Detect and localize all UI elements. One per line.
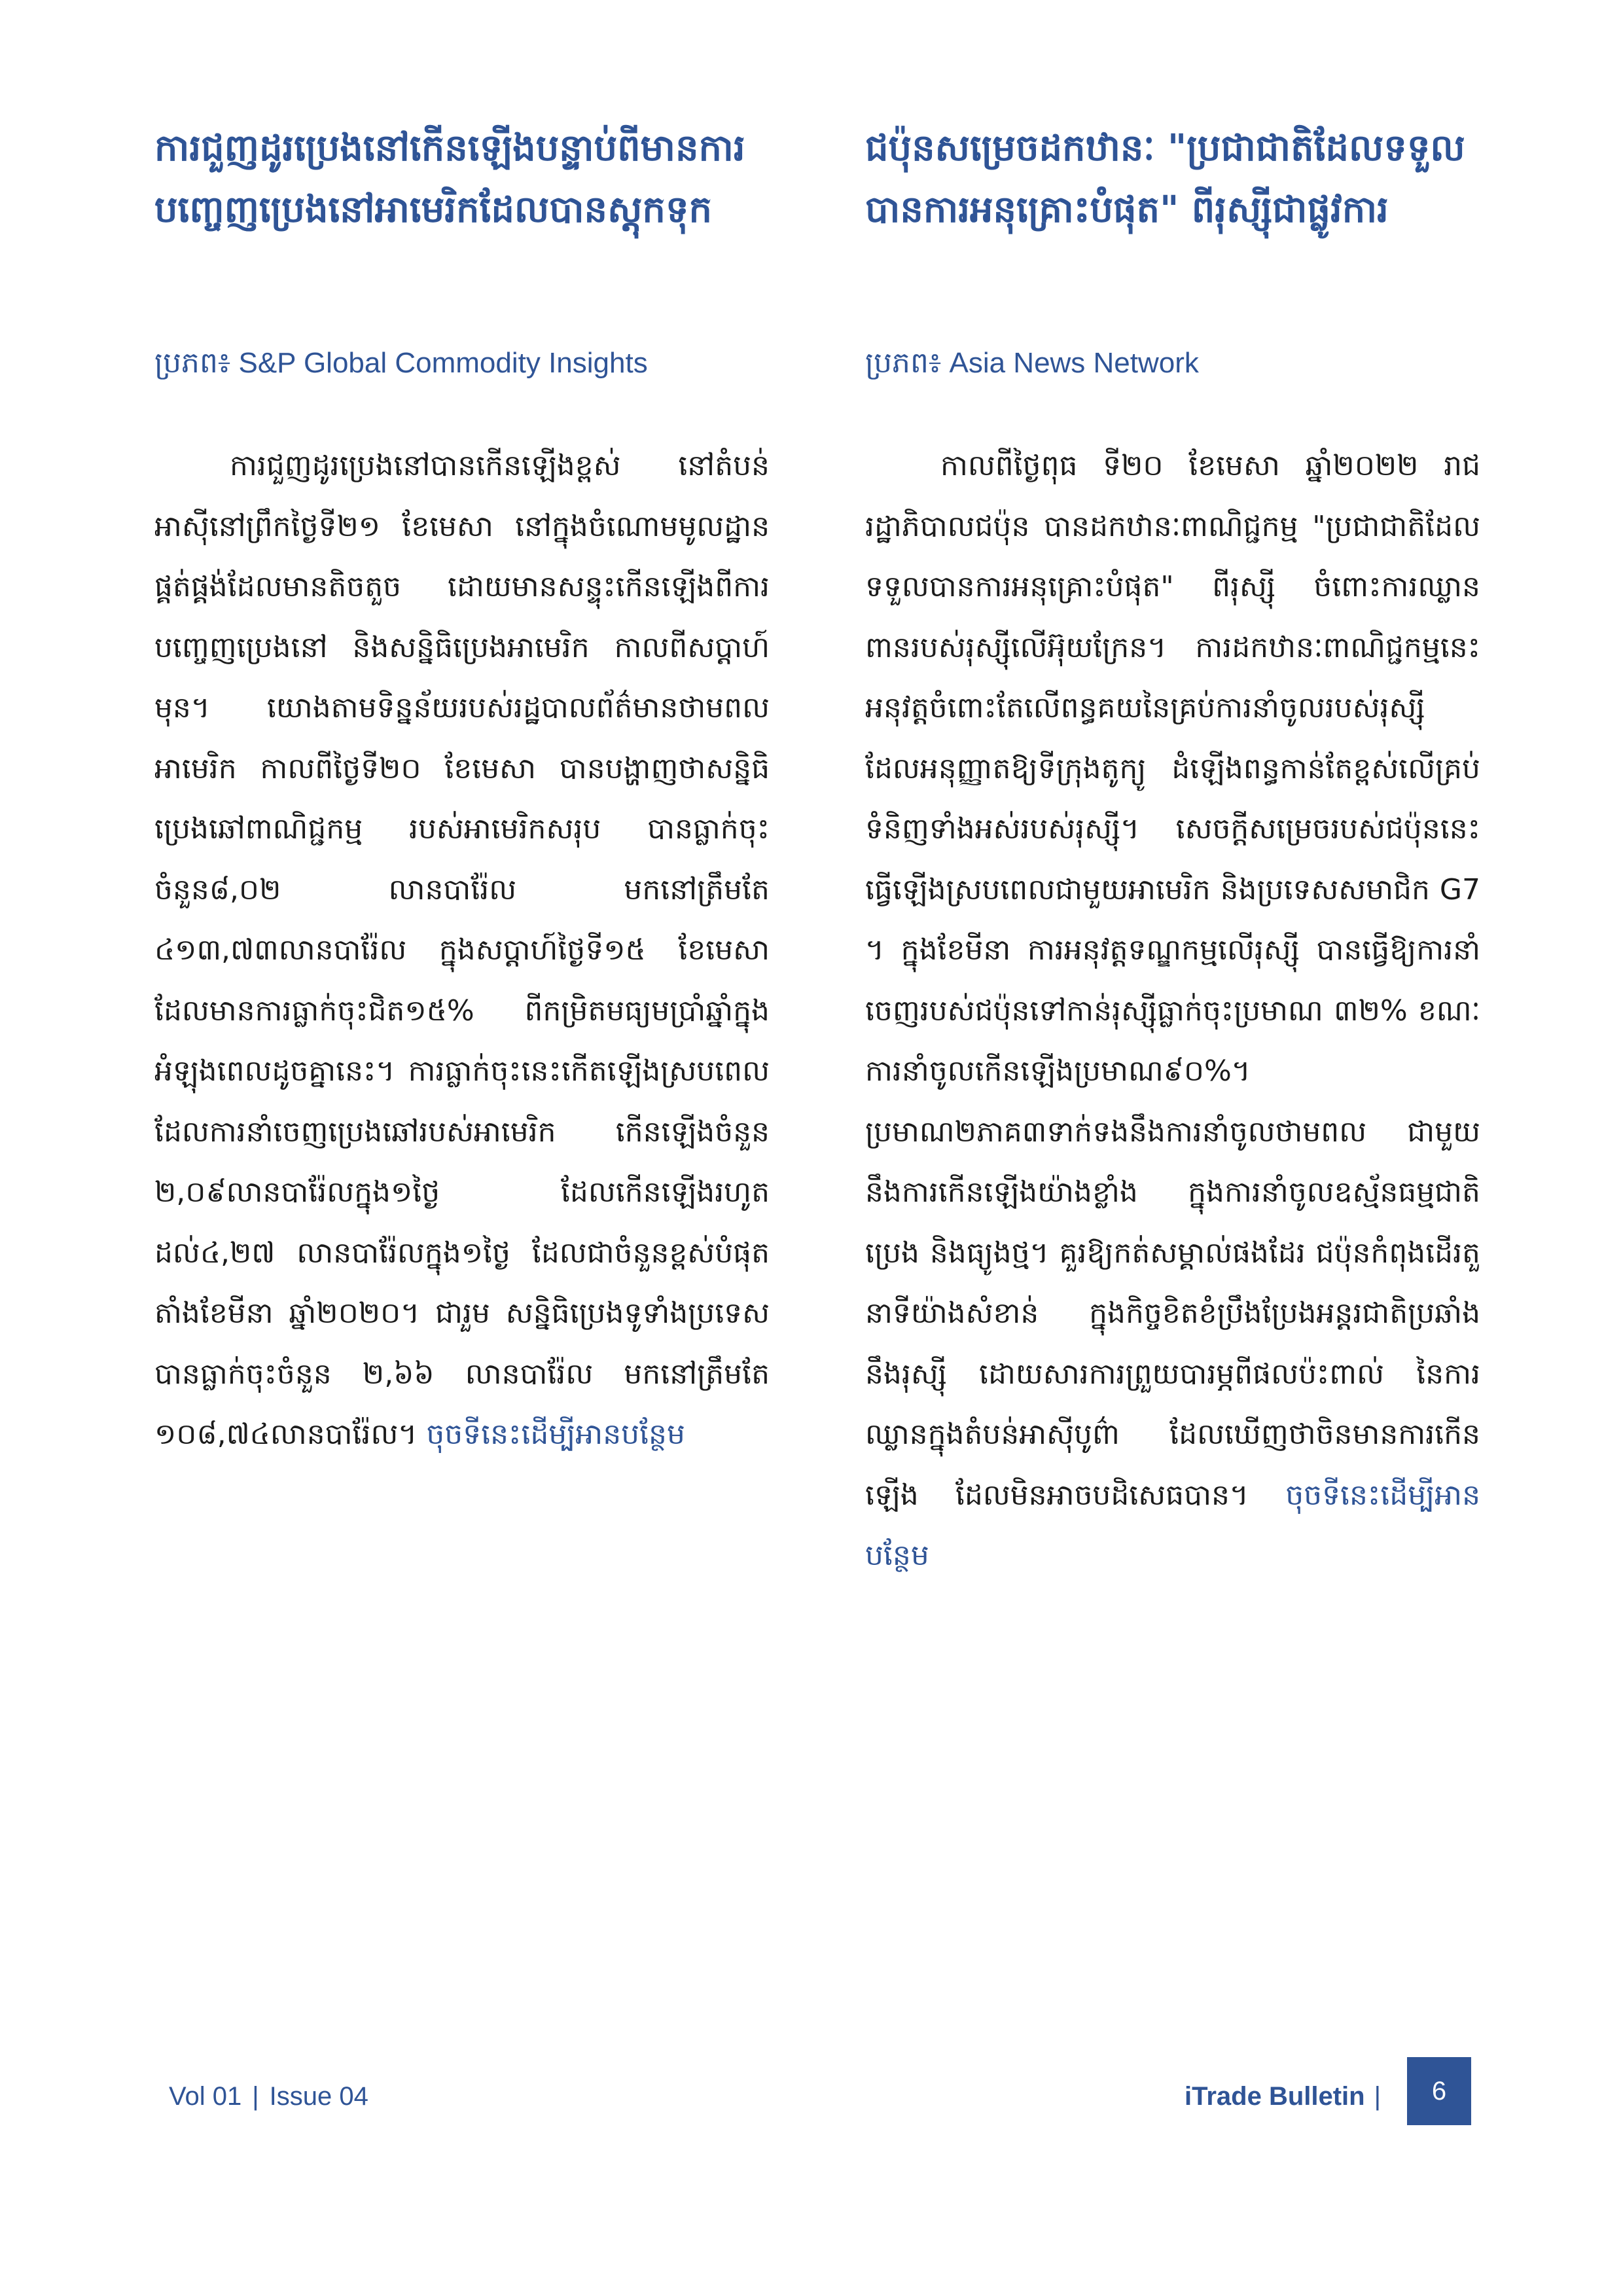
issue-label: Issue 04 <box>269 2082 368 2111</box>
article-headline: ជប៉ុនសម្រេចដកឋានៈ "ប្រជាជាតិដែលទទួលបានការអនុគ្រោះបំផុត" ពីរុស្ស៊ីជាផ្លូវការ <box>865 127 1465 231</box>
volume-label: Vol 01 <box>169 2082 242 2111</box>
footer-separator: | <box>252 2082 259 2111</box>
publication-info <box>1185 2073 1381 2119</box>
article-source <box>865 340 1480 386</box>
read-more-link[interactable]: ចុចទីនេះដើម្បីអានបន្ថែម <box>865 1478 1480 1572</box>
source-name: Asia News Network <box>949 347 1199 379</box>
publication-name: iTrade Bulletin <box>1185 2082 1365 2111</box>
article-body-text: កាលពីថ្ងៃពុធ ទី២០ ខែមេសា ឆ្នាំ២០២២ រាជរដ្ឋាភិបាលជប៉ុន បានដកឋានៈពាណិជ្ជកម្ម "ប្រជាជាតិដែលទទួលបានការអនុគ្រោះបំផុត" ពីរុស្ស៊ី ចំពោះការឈ្លានពានរបស់រុស្ស៊ីលើអ៊ុយក្រែន។ ការដកឋានៈពាណិជ្ជកម្មនេះ អនុវត្តចំពោះតែលើពន្ធគយនៃគ្រប់ការនាំចូលរបស់រុស្ស៊ី ដែលអនុញ្ញាតឱ្យទីក្រុងតូក្យូ ដំឡើងពន្ធកាន់តែខ្ពស់លើគ្រប់ទំនិញទាំងអស់របស់រុស្ស៊ី។ សេចក្តីសម្រេចរបស់ជប៉ុននេះ ធ្វើឡើងស្របពេលជាមួយអាមេរិក និងប្រទេសសមាជិក G7 ។ ក្នុងខែមីនា ការអនុវត្តទណ្ឌកម្មលើរុស្ស៊ី បានធ្វើឱ្យការនាំចេញរបស់ជប៉ុនទៅកាន់រុស្ស៊ីធ្លាក់ចុះប្រមាណ ៣២% ខណៈការនាំចូលកើនឡើងប្រមាណ៩០%។ ប្រមាណ២ភាគ៣ទាក់ទងនឹងការនាំចូលថាមពល ជាមួយនឹងការកើនឡើងយ៉ាងខ្លាំង ក្នុងការនាំចូលឧស្ម័នធម្មជាតិ ប្រេង និងធ្យូងថ្ម។ គួរឱ្យកត់សម្គាល់ផងដែរ ជប៉ុនកំពុងដើរតួនាទីយ៉ាងសំខាន់ ក្នុងកិច្ចខិតខំប្រឹងប្រែងអន្តរជាតិប្រឆាំងនឹងរុស្ស៊ី ដោយសារការព្រួយបារម្ភពីផលប៉ះពាល់ នៃការឈ្លានក្នុងតំបន់អាស៊ីបូព៌ា ដែលឃើញថាចិនមានការកើនឡើង ដែលមិនអាចបដិសេធបាន។ <box>865 449 1480 1512</box>
page-number <box>1407 2057 1471 2125</box>
article-body-text: ការជួញដូរប្រេងនៅបានកើនឡើងខ្ពស់ នៅតំបន់អាស៊ីនៅព្រឹកថ្ងៃទី២១ ខែមេសា នៅក្នុងចំណោមមូលដ្ឋានផ្គត់ផ្គង់ដែលមានតិចតួច ដោយមានសន្ទុះកើនឡើងពីការបញ្ចេញប្រេងនៅ និងសន្និធិប្រេងអាមេរិក កាលពីសប្តាហ៍មុន។ យោងតាមទិន្នន័យរបស់រដ្ឋបាលព័ត៌មានថាមពលអាមេរិក កាលពីថ្ងៃទី២០ ខែមេសា បានបង្ហាញថាសន្និធិប្រេងឆៅពាណិជ្ជកម្ម របស់អាមេរិកសរុប បានធ្លាក់ចុះចំនួន៨,០២ លានបារ៉ែល មកនៅត្រឹមតែ ៤១៣,៧៣លានបារ៉ែល ក្នុងសប្តាហ៍ថ្ងៃទី១៥ ខែមេសា ដែលមានការធ្លាក់ចុះជិត១៥% ពីកម្រិតមធ្យមប្រាំឆ្នាំក្នុងអំឡុងពេលដូចគ្នានេះ។ ការធ្លាក់ចុះនេះកើតឡើងស្របពេលដែលការនាំចេញប្រេងឆៅរបស់អាមេរិក កើនឡើងចំនួន ២,០៩លានបារ៉ែលក្នុង១ថ្ងៃ ដែលកើនឡើងរហូតដល់៤,២៧ លានបារ៉ែលក្នុង១ថ្ងៃ ដែលជាចំនួនខ្ពស់បំផុតតាំងខែមីនា ឆ្នាំ២០២០។ ជារួម សន្និធិប្រេងទូទាំងប្រទេស បានធ្លាក់ចុះចំនួន ២,៦៦ លានបារ៉ែល មកនៅត្រឹមតែ ១០៨,៧៤លានបារ៉ែល។ <box>154 449 770 1451</box>
footer-separator: | <box>1374 2082 1381 2111</box>
source-label: ប្រភព៖ <box>865 346 942 380</box>
article-body <box>154 436 770 1607</box>
article-column-right <box>865 118 1480 1695</box>
article-headline: ការជួញដូរប្រេងនៅកើនឡើងបន្ទាប់ពីមានការបញ្ចេញប្រេងនៅអាមេរិកដែលបានស្តុកទុក <box>154 127 745 231</box>
source-name: S&P Global Commodity Insights <box>238 347 648 379</box>
page-number-value: 6 <box>1431 2076 1447 2106</box>
source-label: ប្រភព៖ <box>154 346 231 380</box>
read-more-link[interactable]: ចុចទីនេះដើម្បីអានបន្ថែម <box>426 1418 685 1451</box>
article-source <box>154 340 770 386</box>
issue-info <box>169 2073 368 2119</box>
article-column-left <box>154 118 770 1636</box>
article-body <box>865 436 1480 1666</box>
